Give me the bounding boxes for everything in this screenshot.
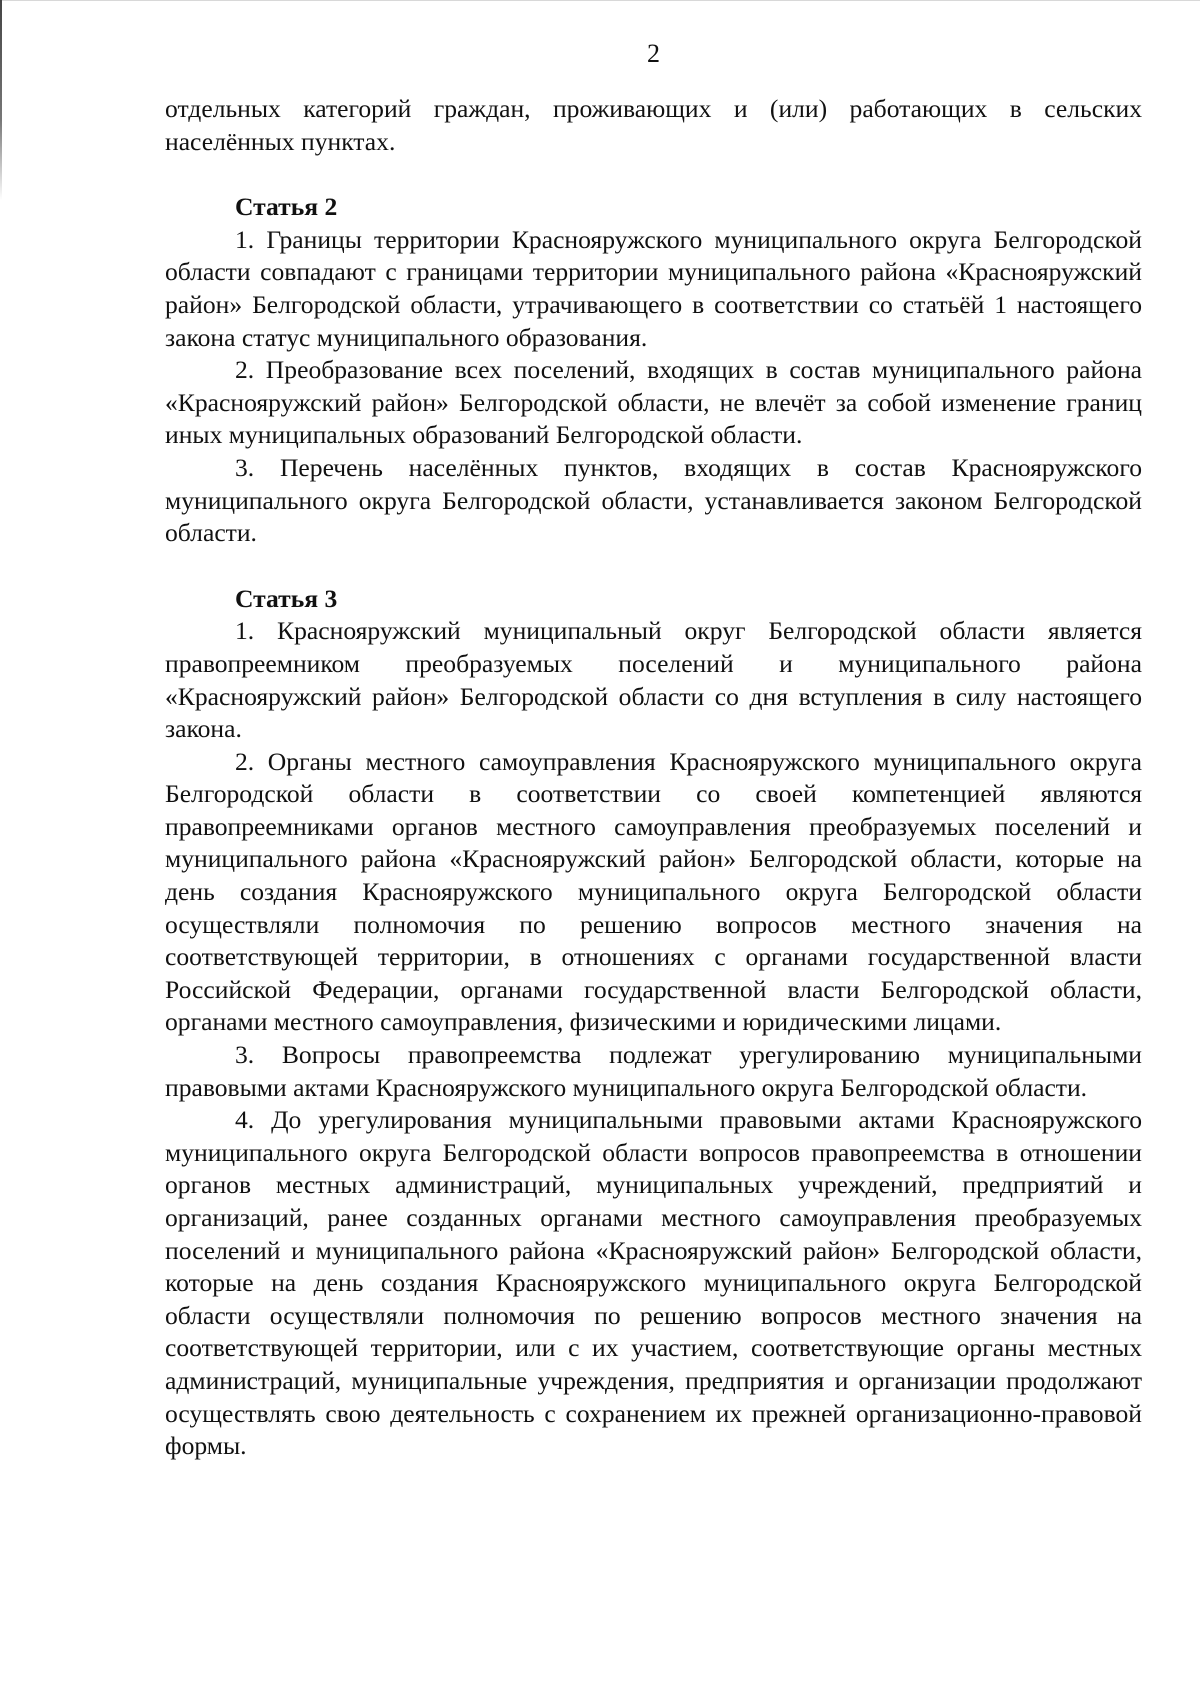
article-2-paragraph-1: 1. Границы территории Краснояружского муниципального округа Белгородской области совпадают с границами территории муниципального района «Краснояружский район» Белгородской области, утрачивающего в соответствии со статьёй 1 настоящего закона статус муниципального образования. xyxy=(165,224,1142,352)
page-number: 2 xyxy=(647,39,660,68)
article-3-paragraph-3: 3. Вопросы правопреемства подлежат урегулированию муниципальными правовыми актами Краснояружского муниципального округа Белгородской области. xyxy=(165,1040,1142,1102)
document-body xyxy=(165,93,1142,1463)
article-3-paragraph-2: 2. Органы местного самоуправления Краснояружского муниципального округа Белгородской области в соответствии со своей компетенцией являются правопреемниками органов местного самоуправления преобразуемых поселений и муниципального района «Краснояружский район» Белгородской области, которые на день создания Краснояружского муниципального округа Белгородской области осуществляли полномочия по решению вопросов местного значения на соответствующей территории, в отношениях с органами государственной власти Российской Федерации, органами государственной власти Белгородской области, органами местного самоуправления, физическими и юридическими лицами. xyxy=(165,746,1142,1037)
intro-paragraph: отдельных категорий граждан, проживающих и (или) работающих в сельских населённых пунктах. xyxy=(165,94,1142,156)
article-3-heading: Статья 3 xyxy=(235,583,338,613)
article-3 xyxy=(165,550,1142,1463)
scan-edge-top xyxy=(0,0,1200,1)
article-2 xyxy=(165,158,1142,550)
article-3-paragraph-4: 4. До урегулирования муниципальными правовыми актами Краснояружского муниципального округа Белгородской области вопросов правопреемства в отношении органов местных администраций, муниципальных учреждений, предприятий и организаций, ранее созданных органами местного самоуправления преобразуемых поселений и муниципального района «Краснояружский район» Белгородской области, которые на день создания Краснояружского муниципального округа Белгородской области осуществляли полномочия по решению вопросов местного значения на соответствующей территории, или с их участием, соответствующие органы местных администраций, муниципальные учреждения, предприятия и организации продолжают осуществлять свою деятельность с сохранением их прежней организационно-правовой формы. xyxy=(165,1105,1142,1461)
article-3-paragraph-1: 1. Краснояружский муниципальный округ Белгородской области является правопреемником преобразуемых поселений и муниципального района «Краснояружский район» Белгородской области со дня вступления в силу настоящего закона. xyxy=(165,616,1142,744)
article-2-paragraph-2: 2. Преобразование всех поселений, входящих в состав муниципального района «Краснояружский район» Белгородской области, не влечёт за собой изменение границ иных муниципальных образований Белгородской области. xyxy=(165,355,1142,450)
scan-edge-left xyxy=(0,0,2,200)
article-2-heading: Статья 2 xyxy=(235,192,338,222)
article-2-paragraph-3: 3. Перечень населённых пунктов, входящих в состав Краснояружского муниципального округа Белгородской области, устанавливается законом Белгородской области. xyxy=(165,452,1142,548)
